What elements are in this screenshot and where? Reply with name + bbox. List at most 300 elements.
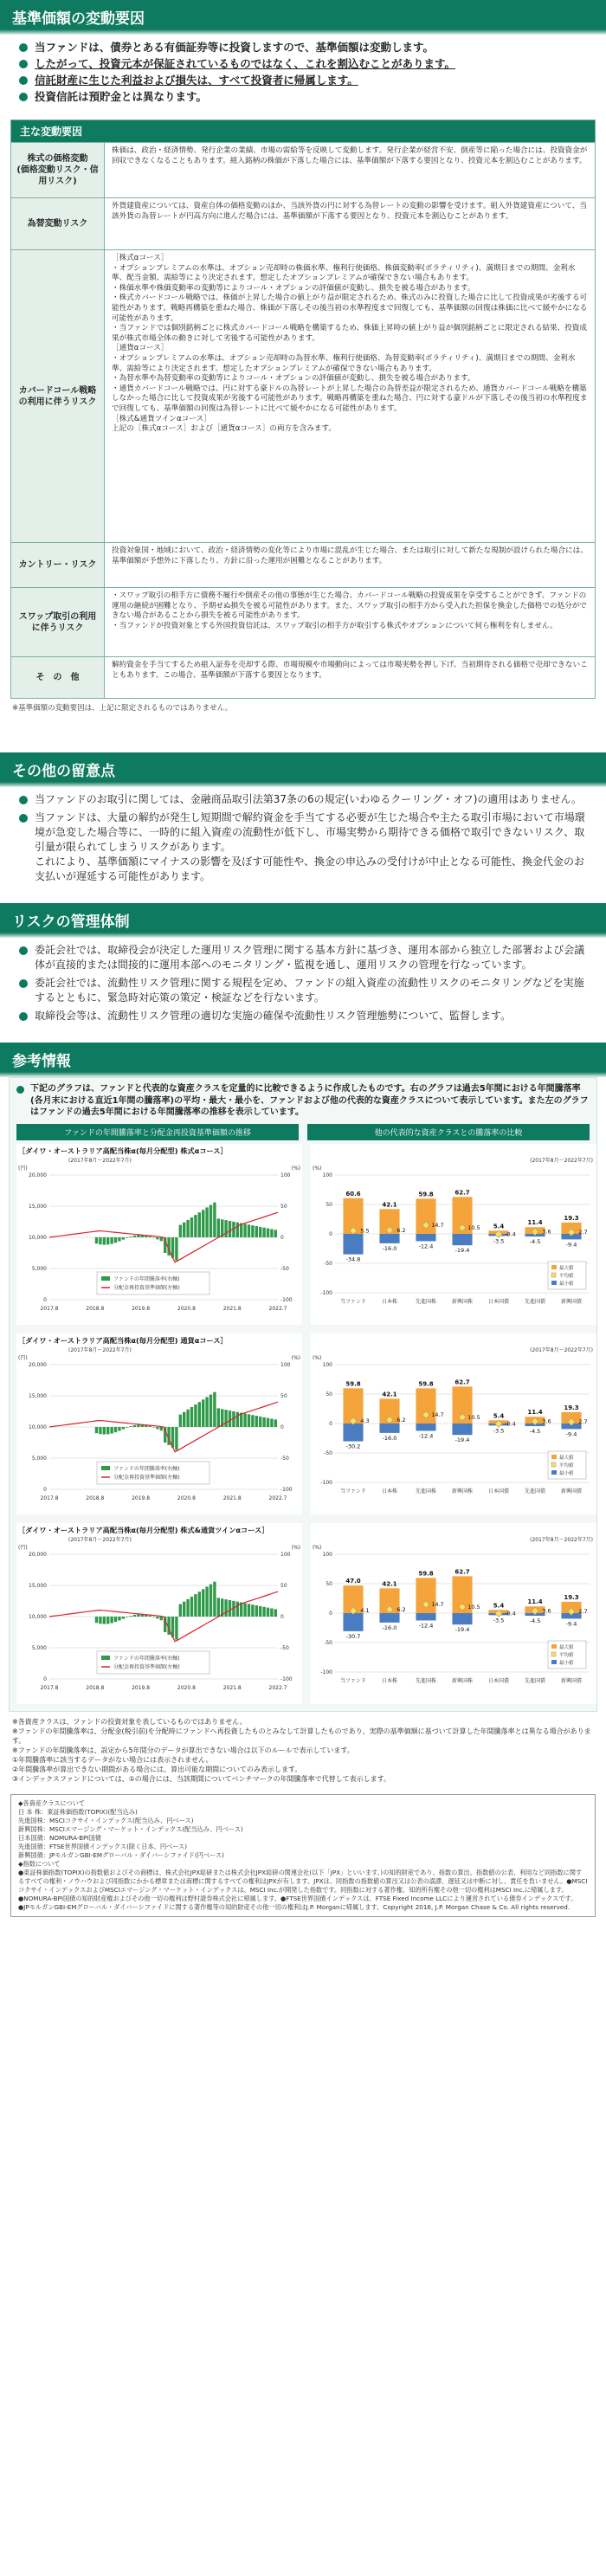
xtick: 2022.7 <box>268 1684 287 1691</box>
avg-label: 6.2 <box>396 1416 406 1424</box>
return-bar <box>210 1394 212 1426</box>
avg-label: 3.6 <box>542 1607 551 1615</box>
avg-label: -0.4 <box>505 1609 516 1617</box>
legend-swatch-min <box>551 1660 557 1664</box>
nav-chart-panel <box>16 1144 302 1325</box>
return-bar <box>118 1617 120 1620</box>
section-title-risk-mgmt: リスクの管理体制 <box>0 903 606 933</box>
ytick-right: -100 <box>280 1486 293 1493</box>
ytick-left: 10,000 <box>29 1424 47 1430</box>
tab-left: ファンドの年間騰落率と分配金再投資基準価額の推移 <box>16 1124 299 1140</box>
return-bar <box>133 1424 136 1426</box>
asset-label: 先進国株 <box>415 1677 437 1684</box>
return-bar <box>110 1427 113 1434</box>
return-bar <box>137 1614 139 1617</box>
min-bar <box>343 1234 363 1255</box>
legend-max: 最大値 <box>559 1644 574 1650</box>
ytick-left: 20,000 <box>29 1361 47 1368</box>
chart-tabs <box>16 1124 590 1140</box>
ytick-left: 5,000 <box>31 1455 47 1462</box>
return-bar <box>198 1591 201 1617</box>
xtick: 2021.8 <box>222 1305 242 1312</box>
asset-label: 日本国債 <box>487 1488 510 1495</box>
comparison-chart-panel <box>311 1333 596 1514</box>
return-bar <box>236 1411 239 1426</box>
risk-desc: 投資対象国・地域において、政治・経済情勢の変化等により市場に混乱が生じた場合、または取引に対して新たな規制が設けられた場合には、基準価額が予想外に下落したり、方針に沿った運用が困難となることがあります。 <box>112 546 588 565</box>
avg-label: -0.4 <box>505 1419 516 1427</box>
section-risk-management <box>0 903 606 1023</box>
ytick: 50 <box>326 1201 332 1208</box>
risk-row <box>11 249 595 542</box>
asset-label: 日本国債 <box>487 1677 510 1684</box>
ytick: -50 <box>324 1260 332 1267</box>
legend-box <box>97 1272 210 1294</box>
min-bar <box>452 1613 472 1624</box>
section-fluctuation <box>0 0 606 716</box>
return-bar <box>160 1427 163 1430</box>
unit-left: (円) <box>18 1354 28 1361</box>
return-bar <box>126 1237 128 1238</box>
return-bar <box>255 1226 258 1237</box>
min-label: -19.4 <box>455 1246 470 1254</box>
ytick-right: 50 <box>280 1392 287 1399</box>
ytick-right: -50 <box>280 1455 289 1462</box>
return-bar <box>148 1615 151 1616</box>
return-bar <box>137 1424 139 1427</box>
fluctuation-bullets <box>0 35 606 104</box>
return-bar <box>213 1581 216 1616</box>
return-bar <box>262 1227 265 1236</box>
legend-swatch-max <box>551 1455 557 1459</box>
bullet: 取締役会等は、流動性リスク管理の適切な実施の確保や流動性リスク管理態勢について、監督します。 <box>19 1009 590 1023</box>
note: ※ファンドの年間騰落率は、分配金(税引前)を分配時にファンドへ再投資したものとみなして計算したものであり、実際の基準価額に基づいて計算した年間騰落率とは異なる場合があります。 <box>12 1727 591 1745</box>
asset-label: 当ファンド <box>340 1677 366 1684</box>
xtick: 2021.8 <box>222 1684 242 1691</box>
section-reference <box>0 1043 606 1917</box>
min-label: -34.8 <box>345 1256 361 1263</box>
return-bar <box>190 1217 193 1236</box>
return-bar <box>106 1617 109 1624</box>
unit-right: (%) <box>291 1354 300 1361</box>
nav-chart <box>16 1333 302 1511</box>
chart-period: (2017年8月～2022年7月) <box>68 1536 132 1543</box>
return-bar <box>243 1223 246 1237</box>
return-bar <box>229 1599 231 1616</box>
return-bar <box>262 1606 265 1616</box>
return-bar <box>255 1416 258 1427</box>
min-label: -19.4 <box>455 1436 470 1443</box>
avg-label: 14.7 <box>431 1221 444 1229</box>
return-bar <box>122 1237 125 1240</box>
return-bar <box>202 1589 204 1617</box>
return-bar <box>217 1408 220 1427</box>
xtick: 2021.8 <box>222 1495 242 1501</box>
xtick: 2019.8 <box>132 1684 151 1691</box>
return-bar <box>118 1427 120 1430</box>
note: ②年間騰落率が算出できない期間がある場合には、算出可能な期間についてのみ表示します。 <box>12 1765 302 1773</box>
min-bar <box>452 1424 472 1435</box>
asset-label: 当ファンド <box>340 1298 366 1305</box>
index-explanation-box: ◆各資産クラスについて 日 本 株：東証株価指数(TOPIX)(配当込み) 先進国株：MSCIコクサイ・インデックス(配当込み、円ベース) 新興国株：MSCIエマージング・マーケット・インデックス(配当込み、円ベース) 日本国債：NOMURA-BPI国債 先進国債：FTSE世界国債インデックス(除く日本、円ベース) 新興国債：JPモルガンGBI-EMグローバル・ダイバーシファイド(円ベース) ◆指数について ●東証株価指数(TOPIX)の指数値およびその商標は、株式会社JPX総研または株式会社JPX総研の関連会社(以下「JPX」といいます。)の知的財産であり、指数の算出、指数値の公表、利用など同指数に関するすべての権利・ノウハウおよび同指数にかかる標章または商標に関するすべての権利はJPXが有します。JPXは、同指数の指数値の算出又は公表の誤謬、遅延又は中断に対し、責任を負いません。●MSCIコクサイ・インデックスおよびMSCIエマージング・マーケット・インデックスは、MSCI Inc.が開発した指数です。同指数に対する著作権、知的所有権その他一切の権利はMSCI Inc.に帰属します。●NOMURA-BPI国債の知的財産権およびその他一切の権利は野村證券株式会社に帰属します。●FTSE世界国債インデックスは、FTSE Fixed Income LLCにより運営されている債券インデックスです。●JPモルガンGBI-EMグローバル・ダイバーシファイドに関する著作権等の知的財産その他一切の権利はJ.P. Morganに帰属します。Copyright 2016, J.P. Morgan Chase & Co. All rights reserved. <box>10 1794 596 1917</box>
return-bar <box>129 1616 132 1617</box>
return-bar <box>129 1236 132 1237</box>
min-bar <box>416 1613 435 1620</box>
return-bar <box>106 1427 109 1434</box>
risk-desc: 解約資金を手当てするため組入証券を売却する際、市場規模や市場動向によっては市場実勢を押し下げ、当初期待される価格で売却できないこともあります。この場合、基準価額が下落する要因となります。 <box>112 661 588 680</box>
max-label: 19.3 <box>564 1214 579 1222</box>
xtick: 2022.7 <box>268 1305 287 1312</box>
asset-label: 日本株 <box>381 1488 398 1495</box>
legend-swatch-return <box>101 1656 110 1660</box>
risk-row <box>11 656 595 698</box>
return-bar <box>114 1617 117 1622</box>
note: ※各資産クラスは、ファンドの投資対象を表しているものではありません。 <box>12 1717 247 1726</box>
return-bar <box>95 1427 98 1433</box>
unit: (%) <box>313 1544 322 1551</box>
bullet-2: 投資信託は預貯金とは異なります。 <box>19 89 590 104</box>
return-bar <box>103 1427 106 1435</box>
avg-label: 2.7 <box>578 1417 588 1425</box>
asset-label: 当ファンド <box>340 1488 366 1495</box>
bullet: 当ファンドのお取引に関しては、金融商品取引法第37条の6の規定(いわゆるクーリング・オフ)の適用はありません。 <box>19 792 590 807</box>
legend-swatch-avg <box>551 1273 556 1277</box>
ytick-left: 0 <box>43 1486 47 1493</box>
return-bar <box>114 1237 117 1243</box>
min-label: -16.0 <box>382 1244 397 1252</box>
xtick: 2022.7 <box>268 1495 287 1501</box>
ytick: -100 <box>320 1289 332 1296</box>
chart-period: (2017年8月～2022年7月) <box>530 1536 593 1543</box>
risk-name: 株式の価格変動 (価格変動リスク・信用リスク) <box>11 143 105 197</box>
return-bar <box>152 1427 155 1428</box>
reference-bullet: 下記のグラフは、ファンドと代表的な資産クラスを定量的に比較できるように作成したものです。右のグラフは過去5年間における年間騰落率(各月末における直近1年間の騰落率)の平均・最大・最小を、ファンドおよび他の代表的な資産クラスについて表示しています。また左のグラフはファンドの過去5年間における年間騰落率の推移を表示しています。 <box>16 1083 590 1119</box>
asset-label: 新興国債 <box>560 1488 583 1495</box>
max-label: 62.7 <box>455 1188 470 1196</box>
max-label: 19.3 <box>564 1593 579 1601</box>
return-bar <box>103 1237 106 1245</box>
bullet-1: 当ファンドは、債券とある有価証券等に投資しますので、基準価額は変動します。 <box>19 40 590 55</box>
return-bar <box>175 1617 177 1640</box>
return-bar <box>156 1427 158 1429</box>
bullet-1c <box>19 73 590 87</box>
nav-chart-panel <box>16 1333 302 1514</box>
return-bar <box>248 1224 250 1237</box>
min-label: -12.4 <box>418 1242 434 1249</box>
risk-table-title: 主な変動要因 <box>11 120 595 142</box>
xtick: 2020.8 <box>177 1495 196 1501</box>
return-bar <box>103 1617 106 1624</box>
return-bar <box>255 1605 258 1617</box>
return-bar <box>217 1598 220 1617</box>
xtick: 2020.8 <box>177 1684 196 1691</box>
section-title-fluctuation: 基準価額の変動要因 <box>0 0 606 29</box>
legend-max: 最大値 <box>559 1265 574 1271</box>
return-bar <box>270 1418 273 1427</box>
legend-avg: 平均値 <box>559 1652 574 1658</box>
min-label: -12.4 <box>418 1621 434 1629</box>
legend-swatch-avg <box>551 1652 556 1656</box>
ytick: 0 <box>329 1230 332 1237</box>
xtick: 2017.8 <box>40 1684 59 1691</box>
return-bar <box>274 1419 277 1427</box>
asset-label: 先進国債 <box>524 1677 546 1684</box>
return-bar <box>118 1237 120 1241</box>
asset-label: 新興国株 <box>451 1298 474 1305</box>
max-label: 42.1 <box>382 1579 397 1587</box>
return-bar <box>99 1237 101 1244</box>
legend-avg: 平均値 <box>559 1273 574 1279</box>
avg-label: 5.5 <box>360 1226 370 1234</box>
reference-notes <box>0 1712 606 1789</box>
tab-right: 他の代表的な資産クラスとの騰落率の比較 <box>307 1124 590 1140</box>
return-bar <box>202 1399 204 1427</box>
ytick-right: 0 <box>280 1424 284 1430</box>
avg-label: 3.6 <box>542 1228 551 1236</box>
return-bar <box>259 1416 261 1426</box>
min-bar <box>416 1424 435 1430</box>
return-bar <box>213 1391 216 1426</box>
return-bar <box>213 1202 216 1236</box>
legend-swatch-avg <box>551 1462 556 1467</box>
return-bar <box>129 1426 132 1427</box>
return-bar <box>114 1427 117 1432</box>
legend-return: ファンドの年間騰落率(右軸) <box>113 1275 180 1282</box>
asset-label: 新興国債 <box>560 1298 583 1305</box>
ytick-right: 50 <box>280 1203 287 1210</box>
return-bar <box>110 1237 113 1244</box>
unit: (%) <box>313 1165 322 1172</box>
legend-swatch-max <box>551 1644 557 1649</box>
legend-min: 最小値 <box>559 1660 574 1666</box>
return-bar <box>259 1605 261 1616</box>
risk-desc: ・スワップ取引の相手方に債務不履行や倒産その他の事態が生じた場合、カバードコール戦略の投資成果を享受することができず、ファンドの運用の継続が困難となり、予期せぬ損失を被る可能性があります。また、スワップ取引の相手方から受入れた担保を換金した価格での処分ができない場合があることから損失を被る可能性があります。 ・当ファンドが投資対象とする外国投資信託は、スワップ取引の相手方が取引する株式やオプションについて何ら権利を有しません。 <box>112 591 587 630</box>
min-bar <box>343 1613 363 1631</box>
return-bar <box>186 1219 189 1236</box>
ytick-right: 100 <box>280 1172 291 1178</box>
bullet: 委託会社では、取締役会が決定した運用リスク管理に関する基本方針に基づき、運用本部から独立した部署および会議体が直接的または間接的に運用本部へのモニタリング・監視を通し、運用リスクの管理を行なっています。 <box>19 943 590 972</box>
return-bar <box>205 1586 208 1617</box>
return-bar <box>210 1584 212 1616</box>
max-label: 62.7 <box>455 1378 470 1385</box>
ytick: 50 <box>326 1391 332 1398</box>
risk-row <box>11 587 595 656</box>
bullet-1b-text: したがって、投資元本が保証されているものではなく、これを割込むことがあります。 <box>35 57 456 70</box>
ytick-right: 100 <box>280 1361 291 1368</box>
min-label: -3.5 <box>493 1236 505 1244</box>
return-bar <box>274 1609 277 1617</box>
ytick: 50 <box>326 1580 332 1587</box>
min-bar <box>379 1424 399 1433</box>
risk-name: カントリー・リスク <box>11 543 105 587</box>
avg-label: 10.5 <box>467 1223 480 1231</box>
risk-desc: 外貨建資産については、資産自体の価格変動のほか、当該外貨の円に対する為替レートの変動の影響を受けます。組入外貨建資産について、当該外貨の為替レートが円高方向に進んだ場合には、基準価額が下落する要因となり、投資元本を割込むことがあります。 <box>112 202 587 221</box>
ytick-left: 20,000 <box>29 1172 47 1178</box>
risk-name: カバードコール戦略の利用に伴うリスク <box>11 250 105 542</box>
unit: (%) <box>313 1354 322 1361</box>
chart-row <box>16 1333 593 1514</box>
min-label: -9.4 <box>565 1240 577 1248</box>
return-bar <box>224 1220 227 1237</box>
return-bar <box>95 1237 98 1243</box>
xtick: 2018.8 <box>86 1305 105 1312</box>
asset-label: 先進国債 <box>524 1488 546 1495</box>
return-bar <box>179 1224 182 1236</box>
min-bar <box>379 1613 399 1623</box>
return-bar <box>133 1614 136 1616</box>
return-bar <box>156 1237 158 1239</box>
min-label: -4.5 <box>529 1237 541 1245</box>
ytick-right: -50 <box>280 1265 289 1272</box>
fluctuation-note: ※基準価額の変動要因は、上記に限定されるものではありません。 <box>12 704 233 713</box>
ytick-left: 15,000 <box>29 1392 47 1399</box>
legend-nav: 分配金再投資基準価額(左軸) <box>113 1663 180 1670</box>
ytick-left: 5,000 <box>31 1644 47 1651</box>
return-bar <box>205 1397 208 1427</box>
min-label: -4.5 <box>529 1617 541 1624</box>
return-bar <box>251 1415 254 1427</box>
return-bar <box>259 1226 261 1236</box>
min-label: -30.2 <box>345 1443 361 1450</box>
asset-label: 先進国株 <box>415 1298 437 1305</box>
return-bar <box>106 1237 109 1244</box>
return-bar <box>202 1210 204 1237</box>
return-bar <box>122 1427 125 1430</box>
ytick: 100 <box>322 1361 332 1368</box>
return-bar <box>236 1601 239 1616</box>
risk-name: そ の 他 <box>11 657 105 698</box>
reference-box <box>9 1077 597 1712</box>
avg-label: -0.4 <box>505 1230 516 1237</box>
return-bar <box>160 1237 163 1241</box>
legend-swatch-min <box>551 1281 557 1285</box>
min-label: -3.5 <box>493 1616 505 1624</box>
risk-row <box>11 197 595 249</box>
min-label: -9.4 <box>565 1430 577 1437</box>
avg-label: 3.6 <box>542 1417 551 1425</box>
return-bar <box>148 1425 151 1426</box>
legend-min: 最小値 <box>559 1281 574 1287</box>
legend-return: ファンドの年間騰落率(右軸) <box>113 1465 180 1472</box>
avg-label: 4.3 <box>360 1417 370 1424</box>
return-bar <box>224 1599 227 1617</box>
return-bar <box>190 1406 193 1426</box>
return-bar <box>190 1596 193 1616</box>
xtick: 2018.8 <box>86 1684 105 1691</box>
return-bar <box>248 1414 250 1427</box>
unit-left: (円) <box>18 1544 28 1551</box>
comparison-chart <box>311 1523 596 1701</box>
section-other-notes <box>0 752 606 884</box>
avg-label: 6.2 <box>396 1605 406 1613</box>
ytick-left: 15,000 <box>29 1203 47 1210</box>
min-bar <box>379 1234 399 1243</box>
ytick-left: 5,000 <box>31 1265 47 1272</box>
avg-label: 14.7 <box>431 1411 444 1418</box>
min-label: -19.4 <box>455 1625 470 1633</box>
max-label: 59.8 <box>418 1190 434 1198</box>
return-bar <box>270 1229 273 1237</box>
return-bar <box>179 1414 182 1426</box>
return-bar <box>248 1604 250 1617</box>
return-bar <box>126 1427 128 1428</box>
max-label: 11.4 <box>527 1408 543 1416</box>
return-bar <box>122 1617 125 1619</box>
min-label: -12.4 <box>418 1431 434 1439</box>
return-bar <box>270 1608 273 1617</box>
risk-desc: ［株式αコース］ ・オプションプレミアムの水準は、オプション売却時の株価水準、権利行使価格、株価変動率(ボラティリティ)、満期日までの期間、金利水準、配当金額、需給等により決定されます。想定したオプションプレミアムが確保できない場合もあります。 ・株価水準や株価変動率の変動等によりコール・オプションの評価値が変動し、損失を被る場合があります。 ・株式カバードコール戦略では、株価が上昇した場合の値上がり益が限定されるため、株式のみに投資した場合に比して投資成果が劣後する可能性があります。戦略再構築を重ねた場合、株価が下落しその後当初の水準程度まで回復しても、基準価額の回復は株価に比べて緩やかになる可能性があります。 ・当ファンドでは個別銘柄ごとに株式カバードコール戦略を構築するため、株価上昇時の値上がり益が個別銘柄ごとに限定される結果、投資成果が株式市場全体の動きに対して劣後する可能性があります。 ［通貨αコース］ ・オプションプレミアムの水準は、オプション売却時の為替水準、権利行使価格、為替変動率(ボラティリティ)、満期日までの期間、金利水準、需給等により決定されます。想定したオプションプレミアムが確保できない場合もあります。 ・為替水準や為替変動率の変動等によりコール・オプションの評価値が変動し、損失を被る場合があります。 ・通貨カバードコール戦略では、円に対する豪ドルの為替レートが上昇した場合の為替差益が限定されるため、通貨カバードコール戦略を構築しなかった場合に比して投資成果が劣後する可能性があります。戦略再構築を重ねた場合、円に対する豪ドルが下落しその後当初の水準程度まで回復しても、基準価額の回復は為替レートに比べて緩やかになる可能性があります。 ［株式&通貨ツインαコース］ 上記の［株式αコース］および［通貨αコース］の両方を含みます。 <box>112 254 588 434</box>
legend-swatch-return <box>101 1466 110 1470</box>
note: ※ファンドの年間騰落率は、設定から5年間分のデータが算出できない場合は以下のルールで表示しています。 <box>12 1746 354 1754</box>
return-bar <box>137 1235 139 1237</box>
return-bar <box>229 1220 231 1236</box>
return-bar <box>224 1410 227 1427</box>
ytick-left: 10,000 <box>29 1234 47 1241</box>
return-bar <box>110 1617 113 1624</box>
return-bar <box>217 1218 220 1237</box>
nav-chart <box>16 1523 302 1701</box>
return-bar <box>198 1212 201 1237</box>
ytick: -100 <box>320 1479 332 1486</box>
nav-chart-panel <box>16 1523 302 1704</box>
avg-label: 10.5 <box>467 1413 480 1421</box>
ytick: 0 <box>329 1610 332 1617</box>
min-bar <box>343 1424 363 1442</box>
return-bar <box>183 1411 185 1426</box>
avg-label: 4.1 <box>360 1606 370 1614</box>
max-label: 59.8 <box>418 1379 434 1387</box>
avg-label: 6.2 <box>396 1226 406 1234</box>
legend-box <box>97 1462 210 1484</box>
ytick-left: 0 <box>43 1296 47 1303</box>
ytick-left: 15,000 <box>29 1582 47 1589</box>
return-bar <box>251 1225 254 1237</box>
legend-max: 最大値 <box>559 1455 574 1461</box>
min-label: -9.4 <box>565 1619 577 1627</box>
ytick: -50 <box>324 1639 332 1646</box>
asset-label: 日本国債 <box>487 1298 510 1305</box>
return-bar <box>175 1427 177 1450</box>
avg-label: 2.7 <box>578 1607 588 1615</box>
unit-right: (%) <box>291 1544 300 1551</box>
return-bar <box>210 1204 212 1236</box>
xtick: 2018.8 <box>86 1495 105 1501</box>
return-bar <box>262 1417 265 1426</box>
charts-container <box>16 1144 593 1704</box>
legend-box <box>97 1651 210 1674</box>
return-bar <box>251 1604 254 1617</box>
asset-label: 日本株 <box>381 1298 398 1305</box>
xtick: 2020.8 <box>177 1305 196 1312</box>
unit-right: (%) <box>291 1165 300 1172</box>
chart-period: (2017年8月～2022年7月) <box>530 1157 593 1164</box>
return-bar <box>95 1617 98 1623</box>
ytick-right: -100 <box>280 1675 293 1682</box>
return-bar <box>267 1228 269 1236</box>
max-label: 59.8 <box>345 1379 361 1387</box>
return-bar <box>175 1237 177 1261</box>
return-bar <box>229 1410 231 1426</box>
ytick-left: 0 <box>43 1675 47 1682</box>
ytick-right: -100 <box>280 1296 293 1303</box>
min-label: -16.0 <box>382 1434 397 1442</box>
min-bar <box>452 1234 472 1245</box>
min-label: -30.7 <box>345 1632 361 1640</box>
note: ③インデックスファンドについては、①の場合には、当該期間についてベンチマークの年間騰落率で代替して表示します。 <box>12 1774 390 1783</box>
return-bar <box>133 1235 136 1236</box>
bullet: 当ファンドは、大量の解約が発生し短期間で解約資金を手当てする必要が生じた場合や主たる取引市場において市場環境が急変した場合等に、一時的に組入資産の流動性が低下し、市場実勢から期待できる価格で取引できないリスク、取引量が限られてしまうリスクがあります。 これにより、基準価額にマイナスの影響を及ぼす可能性や、換金の申込みの受付けが中止となる可能性、換金代金のお支払いが遅延する可能性があります。 <box>19 810 590 884</box>
min-label: -16.0 <box>382 1624 397 1631</box>
other-bullets <box>0 787 606 884</box>
